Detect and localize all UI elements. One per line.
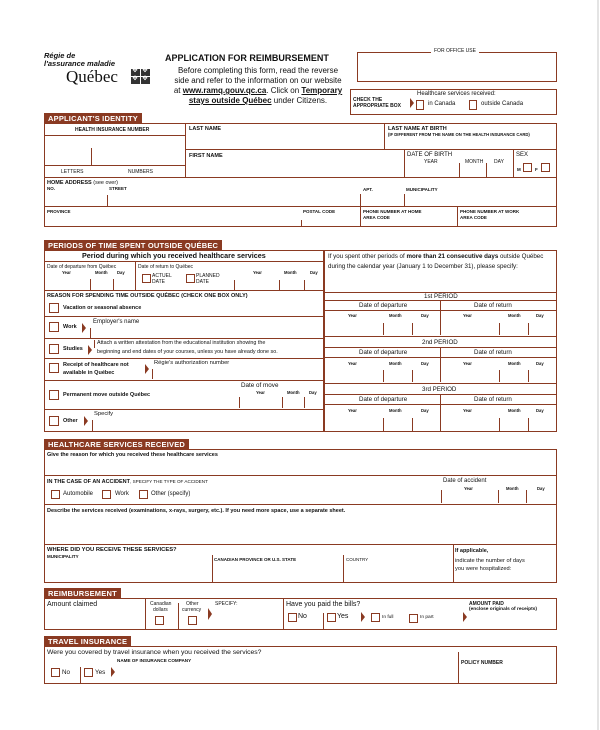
temporary-stays-link-part1[interactable]: Temporary: [301, 86, 343, 95]
p3-ret-month: Month: [508, 408, 521, 413]
planned-date-label-1: PLANNED: [196, 273, 220, 279]
period-1-departure-label: Date of departure: [359, 302, 408, 309]
last-name-at-birth-label: LAST NAME AT BIRTH: [388, 126, 447, 132]
phone-home-area-code-label: AREA CODE: [363, 215, 390, 220]
p1-dep-year: Year: [348, 313, 357, 318]
period-3-return-label: Date of return: [474, 396, 512, 403]
insurance-company-label: NAME OF INSURANCE COMPANY: [117, 658, 192, 663]
departure-label: Date of departure from Québec: [47, 264, 117, 270]
amount-claimed-label: Amount claimed: [47, 601, 98, 608]
studies-label: Studies: [63, 346, 83, 352]
return-year-label: Year: [253, 270, 262, 275]
home-address-label: HOME ADDRESS (see over): [47, 180, 119, 186]
accident-month-label: Month: [506, 486, 519, 491]
address-no-field[interactable]: [46, 192, 106, 205]
province-state-field[interactable]: [214, 563, 341, 581]
amount-paid-note: (enclose originals of receipts): [469, 607, 537, 612]
policy-number-label: POLICY NUMBER: [461, 660, 503, 666]
arrow-icon: [111, 667, 115, 677]
paid-in-full-checkbox[interactable]: [371, 613, 380, 622]
actual-date-label-2: DATE: [152, 279, 165, 285]
period-2-return-field[interactable]: [442, 367, 555, 381]
period-subtitle: Period during which you received healthcare services: [82, 251, 266, 260]
work-reason-checkbox[interactable]: [49, 322, 59, 332]
planned-date-label-2: DATE: [196, 279, 209, 285]
studies-note-1: Attach a written attestation from the educational institution showing the: [97, 340, 266, 346]
specify-currency-label: SPECIFY:: [215, 601, 238, 607]
phone-work-label: PHONE NUMBER AT WORK: [460, 209, 520, 214]
describe-services-label: Describe the services received (examinations, x-rays, surgery, etc.). If you need more space, use a separate sheet.: [47, 508, 346, 514]
employer-name-label: Employer's name: [93, 319, 140, 325]
departure-year-label: Year: [62, 270, 71, 275]
arrow-icon: [82, 323, 86, 333]
outside-canada-checkbox[interactable]: [469, 100, 477, 110]
quebec-flag-icon: [131, 69, 153, 85]
first-name-label: FIRST NAME: [189, 153, 223, 159]
period-2-departure-field[interactable]: [326, 367, 438, 381]
other-periods-text-2: during the calendar year (January 1 to December 31), please specify:: [328, 263, 518, 270]
period-2-title: 2nd PERIOD: [422, 339, 458, 346]
sex-m-checkbox[interactable]: [523, 163, 532, 172]
dob-year-label: YEAR: [424, 159, 438, 165]
street-label: STREET: [109, 186, 127, 191]
date-of-birth-label: DATE OF BIRTH: [407, 152, 453, 158]
departure-month-label: Month: [95, 270, 108, 275]
days-hospitalized-field[interactable]: [510, 566, 554, 580]
apt-label: APT.: [363, 187, 373, 192]
accident-year-label: Year: [464, 486, 473, 491]
move-month-label: Month: [287, 390, 300, 395]
apt-field[interactable]: [362, 193, 403, 205]
paid-bills-no-checkbox[interactable]: [288, 613, 297, 622]
departure-day-label: Day: [117, 270, 125, 275]
address-no-label: NO.: [47, 186, 56, 191]
arrow-icon: [145, 364, 149, 374]
numbers-label: NUMBERS: [128, 169, 154, 175]
other-periods-text-1: If you spent other periods of more than 21 consecutive days outside Québec: [328, 253, 544, 260]
p1-ret-year: Year: [463, 313, 472, 318]
section-title-travel-insurance: TRAVEL INSURANCE: [44, 636, 131, 647]
canadian-dollars-label-2: dollars: [153, 607, 168, 613]
return-month-label: Month: [284, 270, 297, 275]
period-1-title: 1st PERIOD: [424, 293, 458, 300]
office-use-label: FOR OFFICE USE: [431, 48, 479, 54]
date-of-accident-field[interactable]: [443, 490, 555, 502]
phone-home-field[interactable]: [362, 218, 455, 226]
receipt-not-available-checkbox[interactable]: [49, 363, 59, 373]
authorization-number-field[interactable]: [155, 368, 321, 378]
postal-code-field[interactable]: [303, 215, 358, 226]
country-field[interactable]: [345, 563, 451, 581]
hospitalized-label-1: indicate the number of days: [455, 558, 525, 564]
period-3-title: 3rd PERIOD: [422, 386, 457, 393]
canadian-dollars-label-1: Canadian: [150, 601, 172, 607]
intro-text: Before completing this form, read the reverse side and refer to the information on our website at www.ramq.gouv.qc.ca. Click on Temporary stays outside Québec under Citizens.: [173, 66, 343, 105]
paid-bills-yes-checkbox[interactable]: [327, 613, 336, 622]
sex-f-checkbox[interactable]: [541, 163, 550, 172]
date-of-accident-label: Date of accident: [443, 478, 487, 484]
agency-logo: [44, 52, 154, 86]
where-municipality-label: MUNICIPALITY: [47, 554, 79, 559]
arrow-icon: [208, 608, 212, 620]
accident-other-label: Other (specify): [151, 491, 191, 497]
arrow-icon: [410, 98, 414, 108]
hospitalized-label-2: you were hospitalized:: [455, 566, 512, 572]
period-1-departure-field[interactable]: [326, 320, 438, 334]
agency-name-line1: Régie de: [44, 51, 76, 60]
p1-dep-month: Month: [389, 313, 402, 318]
hin-letters-field[interactable]: [45, 137, 90, 164]
insurance-company-field[interactable]: [117, 665, 455, 682]
amount-paid-label: AMOUNT PAID: [469, 601, 504, 607]
period-1-return-label: Date of return: [474, 302, 512, 309]
period-3-departure-field[interactable]: [326, 415, 438, 430]
travel-insurance-no-checkbox[interactable]: [51, 668, 60, 677]
check-label-2: APPROPRIATE BOX: [353, 103, 401, 109]
other-currency-label-1: Other: [186, 601, 199, 607]
municipality-label: MUNICIPALITY: [406, 187, 438, 192]
studies-note-2: beginning and end dates of your courses, unless you have already done so.: [97, 349, 278, 355]
specify-label: Specify: [94, 411, 114, 417]
province-label: PROVINCE: [47, 209, 71, 214]
last-name-at-birth-field[interactable]: [386, 138, 556, 148]
in-canada-checkbox[interactable]: [416, 100, 424, 110]
amount-paid-field[interactable]: [469, 614, 555, 628]
p1-ret-month: Month: [508, 313, 521, 318]
letters-label: LETTERS: [61, 169, 84, 175]
permanent-move-checkbox[interactable]: [49, 390, 59, 400]
where-services-label: WHERE DID YOU RECEIVE THESE SERVICES?: [47, 547, 177, 553]
accident-work-label: Work: [115, 491, 129, 497]
p3-dep-year: Year: [348, 408, 357, 413]
dob-year-field[interactable]: [406, 164, 458, 176]
move-day-label: Day: [309, 390, 317, 395]
province-field[interactable]: [46, 215, 301, 226]
paid-in-part-label: In part: [420, 615, 434, 620]
check-label-1: CHECK THE: [353, 97, 383, 103]
paid-bills-yes-label: Yes: [337, 613, 349, 620]
where-municipality-field[interactable]: [46, 561, 210, 581]
arrow-icon: [463, 612, 467, 622]
automobile-checkbox[interactable]: [51, 490, 60, 499]
policy-number-field[interactable]: [460, 667, 555, 682]
sex-m-label: M: [517, 167, 521, 172]
paid-bills-label: Have you paid the bills?: [286, 601, 361, 608]
arrow-icon: [88, 345, 92, 355]
municipality-field[interactable]: [406, 193, 556, 205]
vacation-label: Vacation or seasonal absence: [63, 305, 142, 311]
receipt-label-1: Receipt of healthcare not: [63, 362, 129, 368]
section-title-reimbursement: REIMBURSEMENT: [44, 588, 121, 599]
page-edge: [597, 0, 599, 730]
province-state-label: CANADIAN PROVINCE OR U.S. STATE: [214, 557, 297, 562]
dob-day-field[interactable]: [488, 164, 512, 176]
postal-code-label: POSTAL CODE: [303, 209, 336, 214]
p2-ret-day: Day: [536, 361, 544, 366]
permanent-move-label: Permanent move outside Québec: [63, 392, 151, 398]
move-year-label: Year: [256, 390, 265, 395]
phone-work-field[interactable]: [459, 218, 556, 226]
travel-insurance-question: Were you covered by travel insurance when you received the services?: [47, 649, 262, 656]
period-2-return-label: Date of return: [474, 349, 512, 356]
arrow-icon: [361, 612, 365, 622]
dob-month-label: MONTH: [465, 159, 484, 165]
phone-home-label: PHONE NUMBER AT HOME: [363, 209, 422, 214]
outside-canada-label: outside Canada: [481, 101, 524, 107]
phone-work-area-code-label: AREA CODE: [460, 215, 487, 220]
p3-dep-day: Day: [421, 408, 429, 413]
first-name-field[interactable]: [187, 160, 402, 176]
period-3-return-field[interactable]: [442, 415, 555, 430]
accident-day-label: Day: [537, 486, 545, 491]
departure-date-field[interactable]: [46, 276, 131, 289]
province-wordmark: Québec: [66, 67, 118, 86]
accident-work-checkbox[interactable]: [102, 490, 111, 499]
p1-dep-day: Day: [421, 313, 429, 318]
healthcare-received-question: Healthcare services received:: [417, 91, 496, 97]
arrow-icon: [84, 416, 88, 426]
travel-insurance-no-label: No: [62, 669, 71, 676]
agency-name-line2: l'assurance maladie: [44, 59, 115, 68]
employer-name-field[interactable]: [93, 327, 321, 337]
p2-dep-month: Month: [389, 361, 402, 366]
section-title-applicant-identity: APPLICANT'S IDENTITY: [44, 113, 142, 124]
travel-insurance-yes-label: Yes: [95, 669, 106, 676]
hin-numbers-field[interactable]: [93, 137, 184, 164]
reason-title: REASON FOR SPENDING TIME OUTSIDE QUÉBEC (CHECK ONE BOX ONLY): [47, 293, 248, 299]
accident-label: IN THE CASE OF AN ACCIDENT, SPECIFY THE TYPE OF ACCIDENT: [47, 479, 208, 485]
dob-day-label: DAY: [494, 159, 504, 165]
if-applicable-label: If applicable,: [455, 548, 489, 554]
dob-month-field[interactable]: [461, 164, 485, 176]
last-name-label: LAST NAME: [189, 126, 222, 132]
p3-dep-month: Month: [389, 408, 402, 413]
form-title: APPLICATION FOR REIMBURSEMENT: [165, 53, 329, 63]
other-specify-field[interactable]: [95, 419, 321, 430]
work-reason-label: Work: [63, 324, 77, 330]
accident-other-checkbox[interactable]: [139, 490, 148, 499]
reason-services-field[interactable]: [46, 459, 555, 473]
period-1-return-field[interactable]: [442, 320, 555, 334]
period-3-departure-label: Date of departure: [359, 396, 408, 403]
health-insurance-number-label: HEALTH INSURANCE NUMBER: [75, 127, 150, 133]
vacation-checkbox[interactable]: [49, 303, 59, 313]
other-reason-checkbox[interactable]: [49, 416, 59, 426]
return-label: Date of return to Québec: [138, 264, 194, 270]
last-name-field[interactable]: [187, 133, 382, 147]
reason-services-label: Give the reason for which you received these healthcare services: [47, 452, 218, 458]
p2-ret-month: Month: [508, 361, 521, 366]
in-canada-label: in Canada: [428, 101, 456, 107]
p2-dep-year: Year: [348, 361, 357, 366]
describe-services-field[interactable]: [46, 515, 555, 542]
period-2-departure-label: Date of departure: [359, 349, 408, 356]
p2-dep-day: Day: [421, 361, 429, 366]
office-use-box: [357, 52, 557, 82]
p2-ret-year: Year: [463, 361, 472, 366]
paid-bills-no-label: No: [298, 613, 307, 620]
paid-in-full-label: In full: [382, 615, 394, 620]
return-day-label: Day: [310, 270, 318, 275]
specify-currency-field[interactable]: [215, 608, 281, 628]
street-field[interactable]: [109, 192, 359, 205]
last-name-at-birth-note: (IF DIFFERENT FROM THE NAME ON THE HEALTH INSURANCE CARD): [388, 132, 530, 137]
ramq-website-link[interactable]: www.ramq.gouv.qc.ca: [182, 86, 267, 95]
p3-ret-day: Day: [536, 408, 544, 413]
date-of-move-field[interactable]: [241, 396, 322, 407]
canadian-dollars-checkbox[interactable]: [155, 616, 164, 625]
paid-in-part-checkbox[interactable]: [409, 614, 418, 623]
sex-f-label: F: [535, 167, 538, 172]
other-currency-label-2: currency: [182, 607, 202, 613]
country-label: COUNTRY: [346, 557, 369, 562]
date-of-move-label: Date of move: [241, 382, 279, 389]
section-title-healthcare: HEALTHCARE SERVICES RECEIVED: [44, 439, 189, 450]
other-reason-label: Other: [63, 418, 78, 424]
other-currency-checkbox[interactable]: [188, 616, 197, 625]
automobile-label: Automobile: [63, 491, 94, 497]
receipt-label-2: available in Québec: [63, 370, 115, 376]
studies-checkbox[interactable]: [49, 344, 59, 354]
section-title-periods: PERIODS OF TIME SPENT OUTSIDE QUÉBEC: [44, 240, 222, 251]
amount-claimed-field[interactable]: [46, 611, 143, 628]
p3-ret-year: Year: [463, 408, 472, 413]
sex-label: SEX: [516, 152, 529, 158]
authorization-number-label: Régie's authorization number: [154, 360, 230, 366]
travel-insurance-yes-checkbox[interactable]: [84, 668, 93, 677]
p1-ret-day: Day: [536, 313, 544, 318]
temporary-stays-link-part2[interactable]: stays outside Québec: [188, 96, 272, 105]
planned-date-checkbox[interactable]: [186, 274, 195, 283]
actual-date-checkbox[interactable]: [142, 274, 151, 283]
actual-date-label-1: ACTUEL: [152, 273, 172, 279]
return-date-field[interactable]: [236, 276, 322, 289]
